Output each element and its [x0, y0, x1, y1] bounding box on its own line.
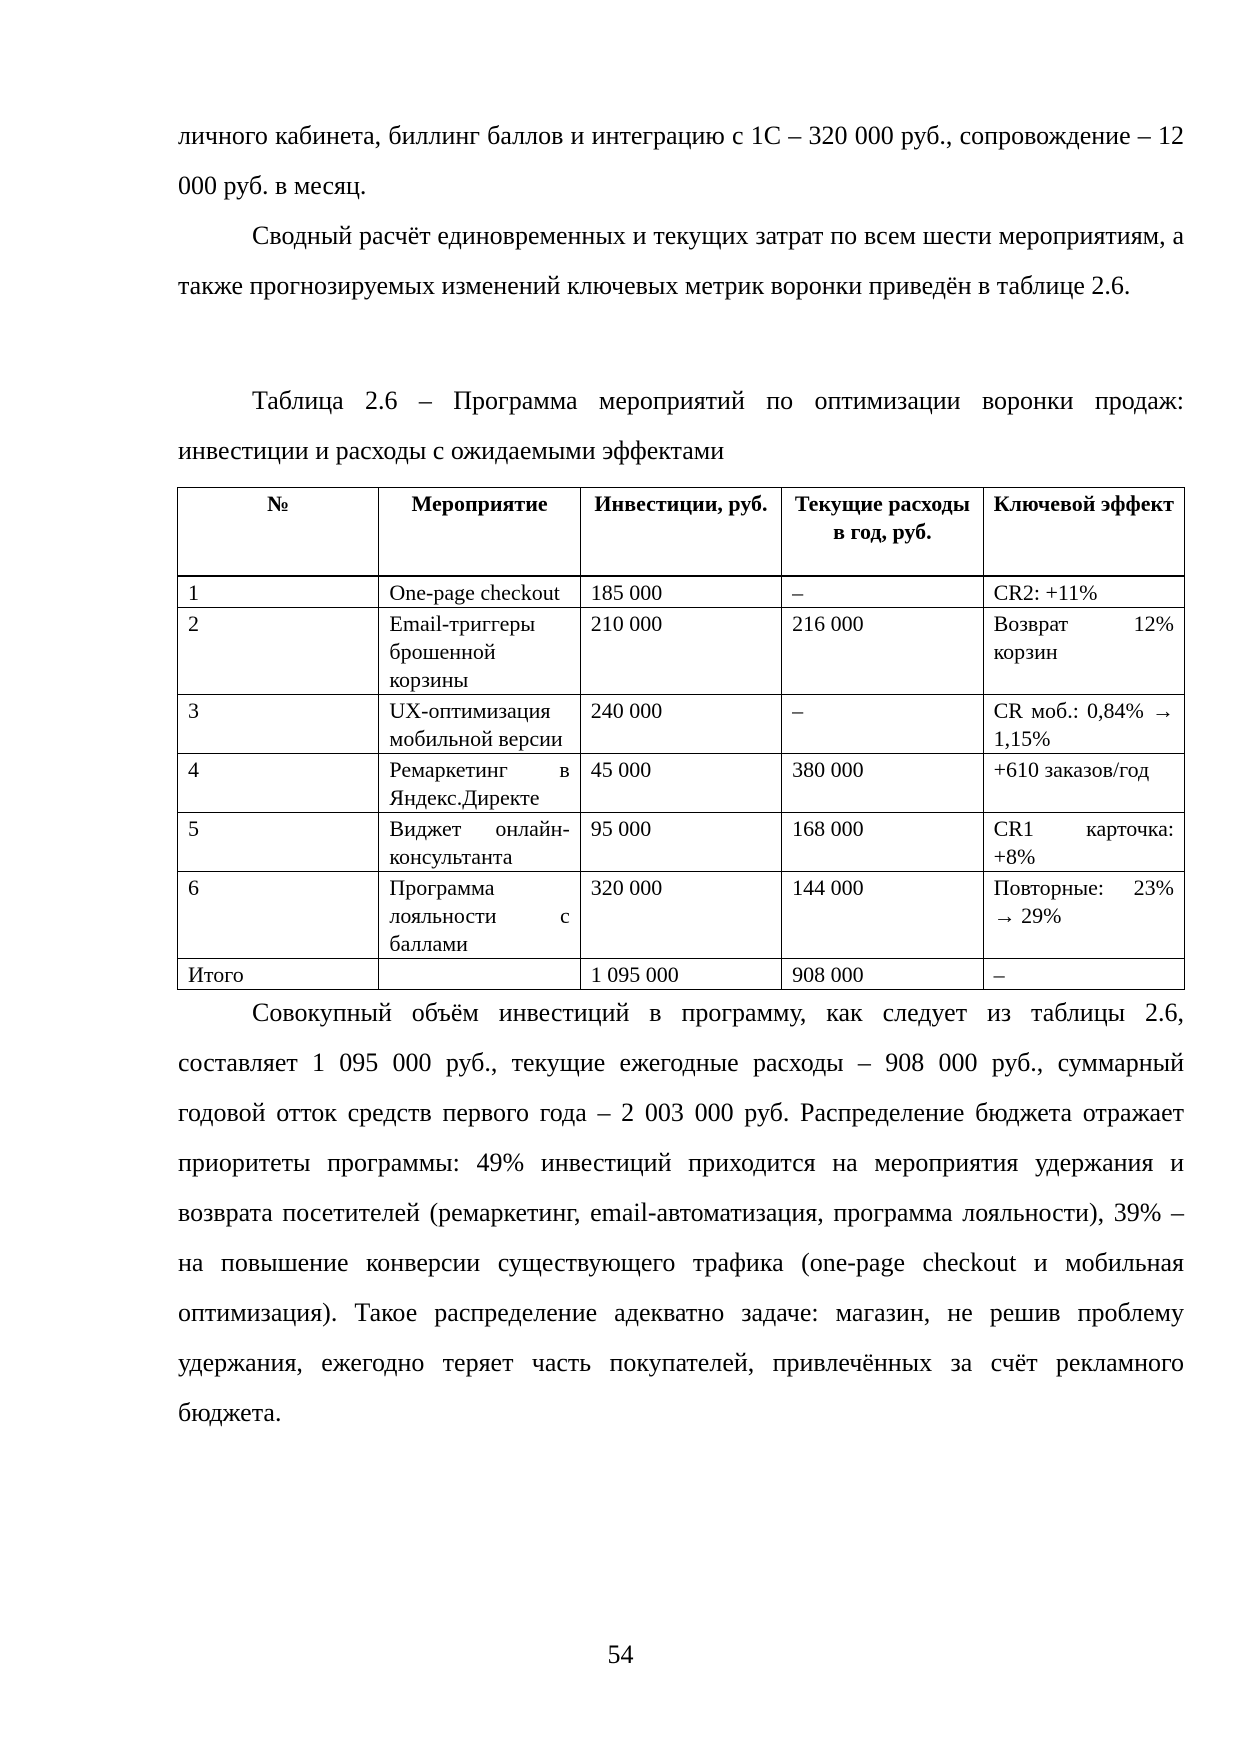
cell-number: 3: [178, 694, 379, 753]
cell-current-costs: 168 000: [782, 812, 983, 871]
header-current-costs: Текущие расходы в год, руб.: [782, 488, 983, 576]
cell-current-costs: –: [782, 576, 983, 608]
cell-key-effect: Возврат 12% корзин: [983, 607, 1184, 694]
cell-key-effect: CR моб.: 0,84% → 1,15%: [983, 694, 1184, 753]
cell-total-key-effect: –: [983, 958, 1184, 989]
measures-table: [177, 487, 1185, 990]
cell-current-costs: 144 000: [782, 871, 983, 958]
cell-investments: 45 000: [580, 753, 781, 812]
cell-current-costs: –: [782, 694, 983, 753]
cell-total-investments: 1 095 000: [580, 958, 781, 989]
cell-number: 4: [178, 753, 379, 812]
cell-measure: Email-триггеры брошенной корзины: [379, 607, 580, 694]
table-row: [178, 812, 1185, 871]
cell-number: 6: [178, 871, 379, 958]
cell-measure: Программа лояльности с баллами: [379, 871, 580, 958]
cell-measure: Ремаркетинг в Яндекс.Директе: [379, 753, 580, 812]
header-number: №: [178, 488, 379, 576]
cell-investments: 95 000: [580, 812, 781, 871]
table-caption: Таблица 2.6 – Программа мероприятий по оптимизации воронки продаж: инвестиции и расходы с ожидаемыми эффектами: [178, 386, 1184, 465]
cell-key-effect: CR2: +11%: [983, 576, 1184, 608]
cell-total-label: Итого: [178, 958, 379, 989]
table-header-row: [178, 488, 1185, 576]
cell-number: 2: [178, 607, 379, 694]
cell-measure: One-page checkout: [379, 576, 580, 608]
page-number: 54: [607, 1640, 634, 1669]
table-row: [178, 753, 1185, 812]
header-key-effect: Ключевой эффект: [983, 488, 1184, 576]
cell-measure: UX-оптимизация мобильной версии: [379, 694, 580, 753]
table-total-row: [178, 958, 1185, 989]
table-row: [178, 694, 1185, 753]
cell-current-costs: 216 000: [782, 607, 983, 694]
cell-investments: 210 000: [580, 607, 781, 694]
table-row: [178, 576, 1185, 608]
table-row: [178, 607, 1185, 694]
cell-total-current-costs: 908 000: [782, 958, 983, 989]
cell-key-effect: Повторные: 23% → 29%: [983, 871, 1184, 958]
paragraph-continuation: личного кабинета, биллинг баллов и интеграцию с 1С – 320 000 руб., сопровождение – 12 000 руб. в месяц.: [178, 121, 1184, 200]
cell-number: 1: [178, 576, 379, 608]
header-measure: Мероприятие: [379, 488, 580, 576]
cell-investments: 240 000: [580, 694, 781, 753]
table-row: [178, 871, 1185, 958]
paragraph-analysis: Совокупный объём инвестиций в программу, как следует из таблицы 2.6, составляет 1 095 000 руб., текущие ежегодные расходы – 908 000 руб., суммарный годовой отток средств первого года – 2 003 000 руб. Распределение бюджета отражает приоритеты программы: 49% инвестиций приходится на мероприятия удержания и возврата посетителей (ремаркетинг, email-автоматизация, программа лояльности), 39% – на повышение конверсии существующего трафика (one-page checkout и мобильная оптимизация). Такое распределение адекватно задаче: магазин, не решив проблему удержания, ежегодно теряет часть покупателей, привлечённых за счёт рекламного бюджета.: [178, 998, 1184, 1427]
cell-current-costs: 380 000: [782, 753, 983, 812]
header-investments: Инвестиции, руб.: [580, 488, 781, 576]
paragraph-summary-intro: Сводный расчёт единовременных и текущих затрат по всем шести мероприятиям, а также прогнозируемых изменений ключевых метрик воронки приведён в таблице 2.6.: [178, 221, 1184, 300]
cell-investments: 185 000: [580, 576, 781, 608]
cell-investments: 320 000: [580, 871, 781, 958]
cell-key-effect: CR1 карточка: +8%: [983, 812, 1184, 871]
cell-measure: Виджет онлайн-консультанта: [379, 812, 580, 871]
cell-key-effect: +610 заказов/год: [983, 753, 1184, 812]
cell-total-measure: [379, 958, 580, 989]
cell-number: 5: [178, 812, 379, 871]
